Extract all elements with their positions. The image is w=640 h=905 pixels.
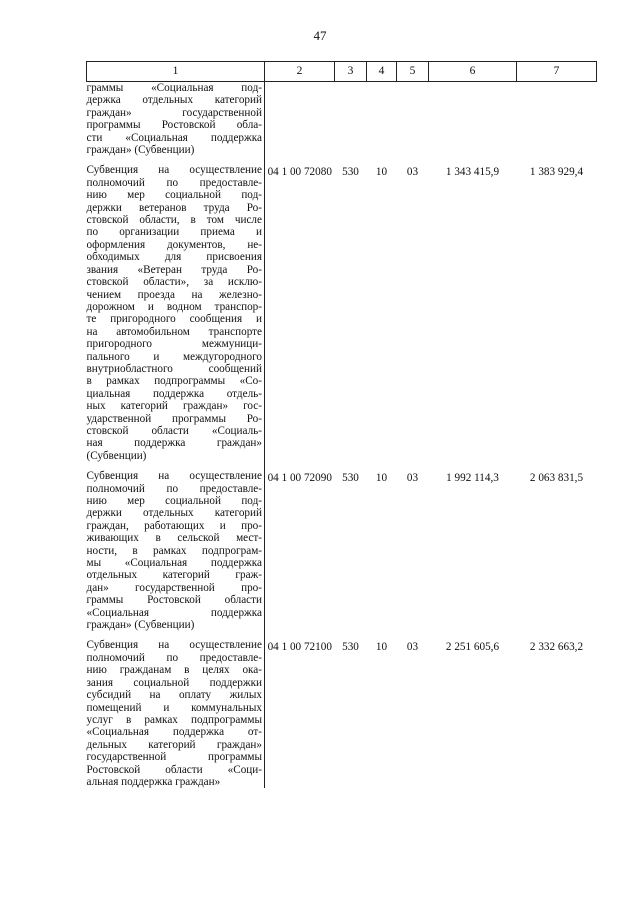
amount-year-2: 2 332 663,2 [529,641,584,654]
column-header: 6 [429,62,517,82]
description-line: те пригородного сообщения и [86,313,262,326]
expense-description [87,82,265,157]
description-line: держки отдельных категорий [86,507,262,520]
subsection-code: 03 [406,166,419,179]
subsection-code: 03 [406,641,419,654]
expense-description [87,639,265,788]
description-line: пригородного межмуници- [86,338,262,351]
description-line: звания «Ветеран труда Ро- [86,263,262,276]
description-line: услуг в рамках подпрограммы [86,713,262,726]
description-line: программы Ростовской обла- [86,119,262,132]
description-line: полномочий по предоставле- [86,651,262,664]
expense-type-code: 530 [342,641,359,654]
description-line: ных категорий граждан» гос- [86,400,262,413]
target-article-code [265,82,335,157]
description-line: оформления документов, не- [86,238,262,251]
description-line: альная поддержка граждан» [86,775,221,788]
table-row [87,82,597,157]
description-line: обходимых для присвоения [86,251,262,264]
description-line: по организации приема и [86,226,262,239]
table-row [87,164,597,462]
description-line: граждан» государственной [86,106,262,119]
amount-year-1: 1 992 114,3 [446,472,499,485]
expense-description [87,470,265,631]
description-line: Субвенция на осуществление [86,164,262,177]
description-line: стовской области «Социаль- [86,424,262,437]
row-spacer [87,631,597,639]
column-header: 1 [87,62,265,82]
amount-year-2: 1 383 929,4 [529,166,584,179]
section-code: 10 [375,472,388,485]
description-line: «Социальная поддержка [86,606,262,619]
description-line: ударственной программы Ро- [86,412,262,425]
amount-year-1 [429,82,517,157]
expense-type-code: 530 [342,472,359,485]
description-line: нию мер социальной под- [86,189,262,202]
description-line: держка отдельных категорий [86,94,262,107]
description-line: сти «Социальная поддержка [86,131,262,144]
description-line: граждан» (Субвенции) [86,144,195,157]
description-line: «Социальная поддержка от- [86,726,262,739]
description-line: внутриобластного сообщений [86,362,262,375]
description-line: граммы «Социальная под- [86,82,262,94]
page-number: 47 [313,28,327,43]
table-row [87,470,597,631]
amount-year-2 [517,82,597,157]
description-line: субсидий на оплату жилых [86,689,262,702]
description-line: живающих в сельской мест- [86,532,262,545]
description-line: в рамках подпрограммы «Со- [86,375,262,388]
description-line: дорожном и водном транспор- [86,300,262,313]
row-spacer [87,156,597,164]
subsection-code: 03 [406,472,419,485]
section-code: 10 [375,166,388,179]
description-line: полномочий по предоставле- [86,176,262,189]
description-line: граждан, работающих и про- [86,519,262,532]
column-header: 5 [397,62,429,82]
description-line: на автомобильном транспорте [86,325,262,338]
section-code: 10 [375,641,388,654]
target-article-code: 04 1 00 72090 [267,472,332,485]
expense-type-code: 530 [342,166,359,179]
description-line: Ростовской области «Соци- [86,763,262,776]
row-spacer [87,462,597,470]
description-line: мы «Социальная поддержка [86,557,262,570]
description-line: отдельных категорий граж- [86,569,262,582]
target-article-code: 04 1 00 72080 [267,166,332,179]
description-line: Субвенция на осуществление [86,639,262,652]
description-line: государственной программы [86,751,262,764]
table-row [87,639,597,788]
description-line: помещений и коммунальных [86,701,262,714]
description-line: граммы Ростовской области [86,594,262,607]
amount-year-1: 2 251 605,6 [445,641,500,654]
description-line: ная поддержка граждан» [86,437,262,450]
description-line: чением проезда на железно- [86,288,262,301]
table-header-row [87,62,597,82]
description-line: стовской области, в том числе [86,214,262,227]
description-line: дан» государственной про- [86,581,262,594]
subsection-code [397,82,429,157]
column-header: 7 [517,62,597,82]
column-header: 2 [265,62,335,82]
expense-description [87,164,265,462]
description-line: (Субвенции) [86,449,147,462]
description-line: граждан» (Субвенции) [86,619,195,632]
amount-year-2: 2 063 831,5 [529,472,584,485]
description-line: нию мер социальной под- [86,495,262,507]
description-line: держки ветеранов труда Ро- [86,201,262,214]
description-line: ности, в рамках подпрограм- [86,544,262,557]
description-line: пального и междугородного [86,350,262,363]
description-line: зания социальной поддержки [86,676,262,689]
description-line: нию гражданам в целях ока- [86,664,262,677]
target-article-code: 04 1 00 72100 [267,641,332,654]
section-code [367,82,397,157]
description-line: дельных категорий граждан» [86,738,262,751]
expense-type-code [335,82,367,157]
description-line: циальная поддержка отдель- [86,387,262,400]
description-line: полномочий по предоставле- [86,482,262,495]
column-header: 4 [367,62,397,82]
budget-table [86,61,597,788]
description-line: Субвенция на осуществление [86,470,262,483]
column-header: 3 [335,62,367,82]
amount-year-1: 1 343 415,9 [445,166,500,179]
description-line: стовской области», за исклю- [86,276,262,289]
